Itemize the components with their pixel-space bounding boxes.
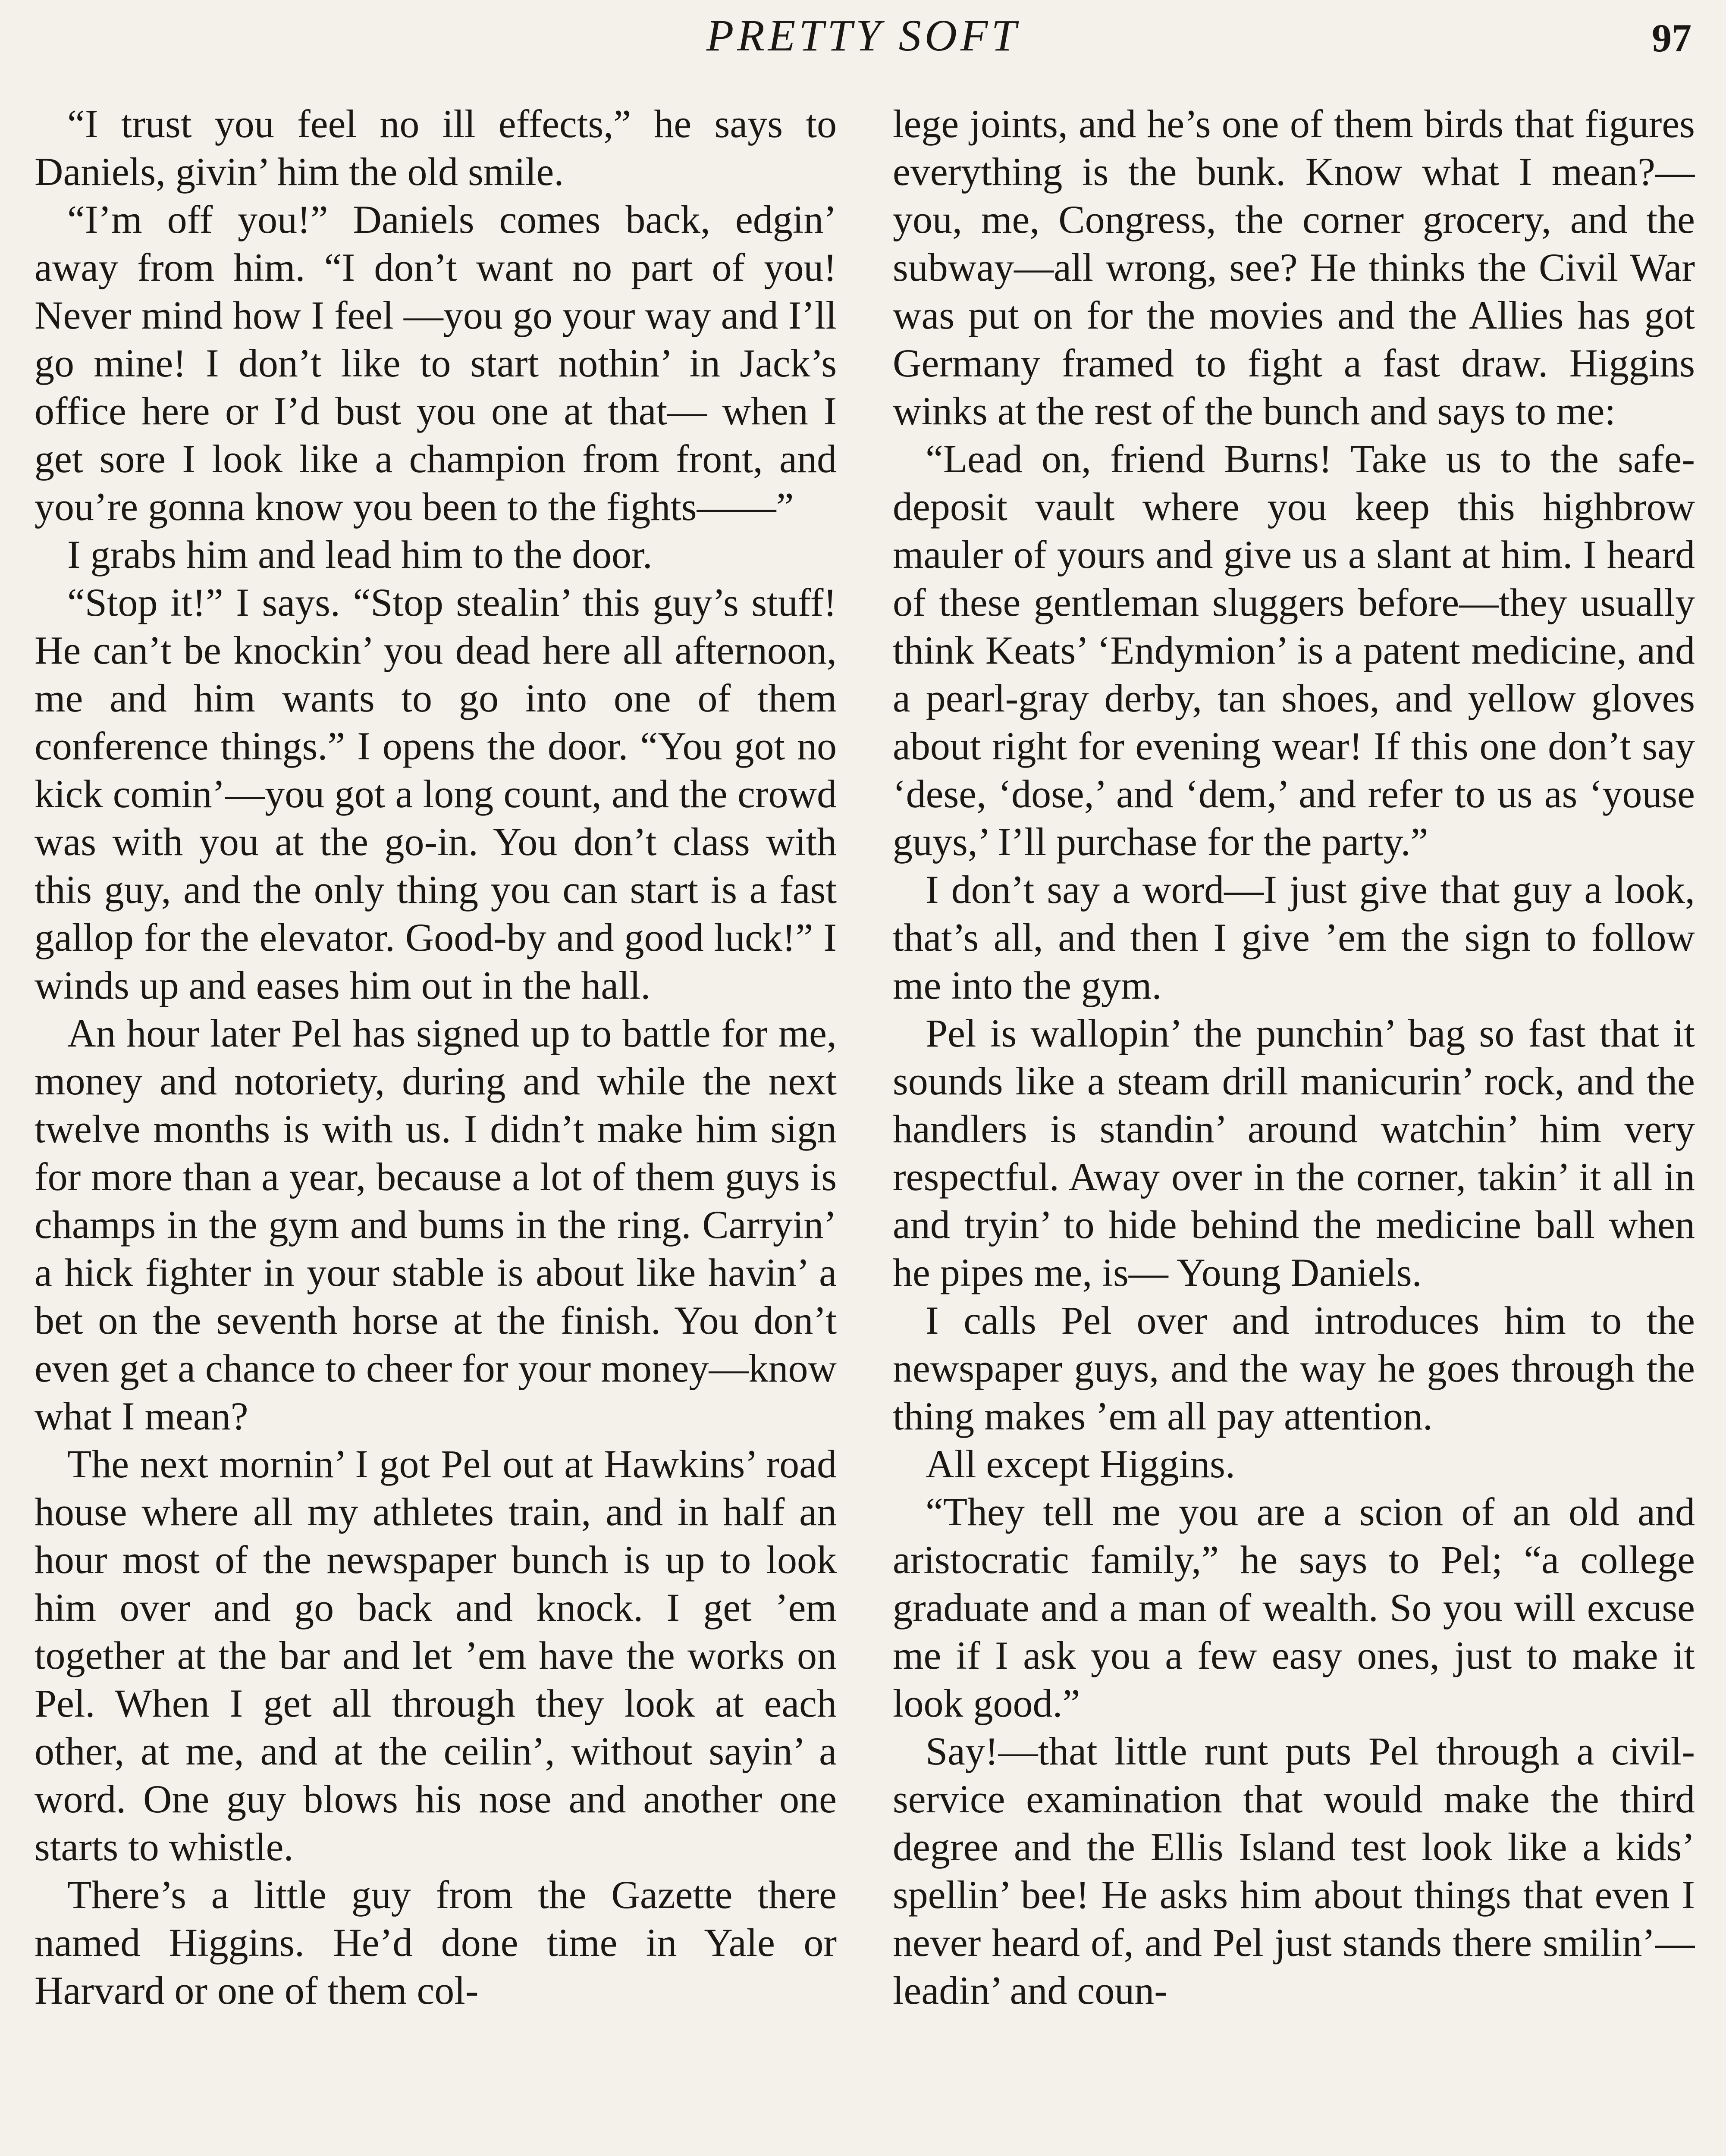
paragraph: “They tell me you are a scion of an old and aristocratic family,” he says to Pel; “a college graduate and a man of wealth. So you will excuse me if I ask you a few easy ones, just to make it look good.” <box>893 1490 1695 1725</box>
paragraph: “Lead on, friend Burns! Take us to the safe-deposit vault where you keep this highbrow mauler of yours and give us a slant at him. I heard of these gentleman sluggers before—they usually think Keats’ ‘Endymion’ is a patent medicine, and a pearl-gray derby, tan shoes, and yellow gloves about right for evening wear! If this one don’t say ‘dese, ‘dose,’ and ‘dem,’ and refer to us as ‘youse guys,’ I’ll purchase for the party.” <box>893 437 1695 864</box>
right-column <box>893 100 1695 2156</box>
page-header <box>0 8 1726 64</box>
paragraph: “I trust you feel no ill effects,” he says to Daniels, givin’ him the old smile. <box>35 102 837 194</box>
paragraph: I calls Pel over and introduces him to the newspaper guys, and the way he goes through the thing makes ’em all pay attention. <box>893 1298 1695 1438</box>
paragraph: Say!—that little runt puts Pel through a civil-service examination that would make the third degree and the Ellis Island test look like a kids’ spellin’ bee! He asks him about things that even I never heard of, and Pel just stands there smilin’—leadin’ and coun- <box>893 1729 1695 2012</box>
page-title: PRETTY SOFT <box>706 11 1020 60</box>
paragraph: There’s a little guy from the Gazette there named Higgins. He’d done time in Yale or Harvard or one of them col- <box>35 1873 837 2012</box>
left-column <box>35 100 837 2156</box>
paragraph: An hour later Pel has signed up to battle for me, money and notoriety, during and while the next twelve months is with us. I didn’t make him sign for more than a year, because a lot of them guys is champs in the gym and bums in the ring. Carryin’ a hick fighter in your stable is about like havin’ a bet on the seventh horse at the finish. You don’t even get a chance to cheer for your money—know what I mean? <box>35 1011 837 1438</box>
paragraph: The next mornin’ I got Pel out at Hawkins’ road house where all my athletes train, and in half an hour most of the newspaper bunch is up to look him over and go back and knock. I get ’em together at the bar and let ’em have the works on Pel. When I get all through they look at each other, at me, and at the ceilin’, without sayin’ a word. One guy blows his nose and another one starts to whistle. <box>35 1442 837 1869</box>
page-number: 97 <box>1652 16 1691 60</box>
paragraph: I don’t say a word—I just give that guy a look, that’s all, and then I give ’em the sign to follow me into the gym. <box>893 868 1695 1007</box>
paragraph: Pel is wallopin’ the punchin’ bag so fast that it sounds like a steam drill manicurin’ rock, and the handlers is standin’ around watchin’ him very respectful. Away over in the corner, takin’ it all in and tryin’ to hide behind the medicine ball when he pipes me, is— Young Daniels. <box>893 1011 1695 1294</box>
paragraph: lege joints, and he’s one of them birds that figures everything is the bunk. Know what I mean?—you, me, Congress, the corner grocery, and the subway—all wrong, see? He thinks the Civil War was put on for the movies and the Allies has got Germany framed to fight a fast draw. Higgins winks at the rest of the bunch and says to me: <box>893 102 1695 433</box>
paragraph: “Stop it!” I says. “Stop stealin’ this guy’s stuff! He can’t be knockin’ you dead here all afternoon, me and him wants to go into one of them conference things.” I opens the door. “You got no kick comin’—you got a long count, and the crowd was with you at the go-in. You don’t class with this guy, and the only thing you can start is a fast gallop for the elevator. Good-by and good luck!” I winds up and eases him out in the hall. <box>35 580 837 1007</box>
paragraph: All except Higgins. <box>926 1442 1235 1486</box>
paragraph: I grabs him and lead him to the door. <box>67 533 653 577</box>
paragraph: “I’m off you!” Daniels comes back, edgin’ away from him. “I don’t want no part of you! Never mind how I feel —you go your way and I’ll go mine! I don’t like to start nothin’ in Jack’s office here or I’d bust you one at that— when I get sore I look like a champion from front, and you’re gonna know you been to the fights——” <box>35 197 837 529</box>
